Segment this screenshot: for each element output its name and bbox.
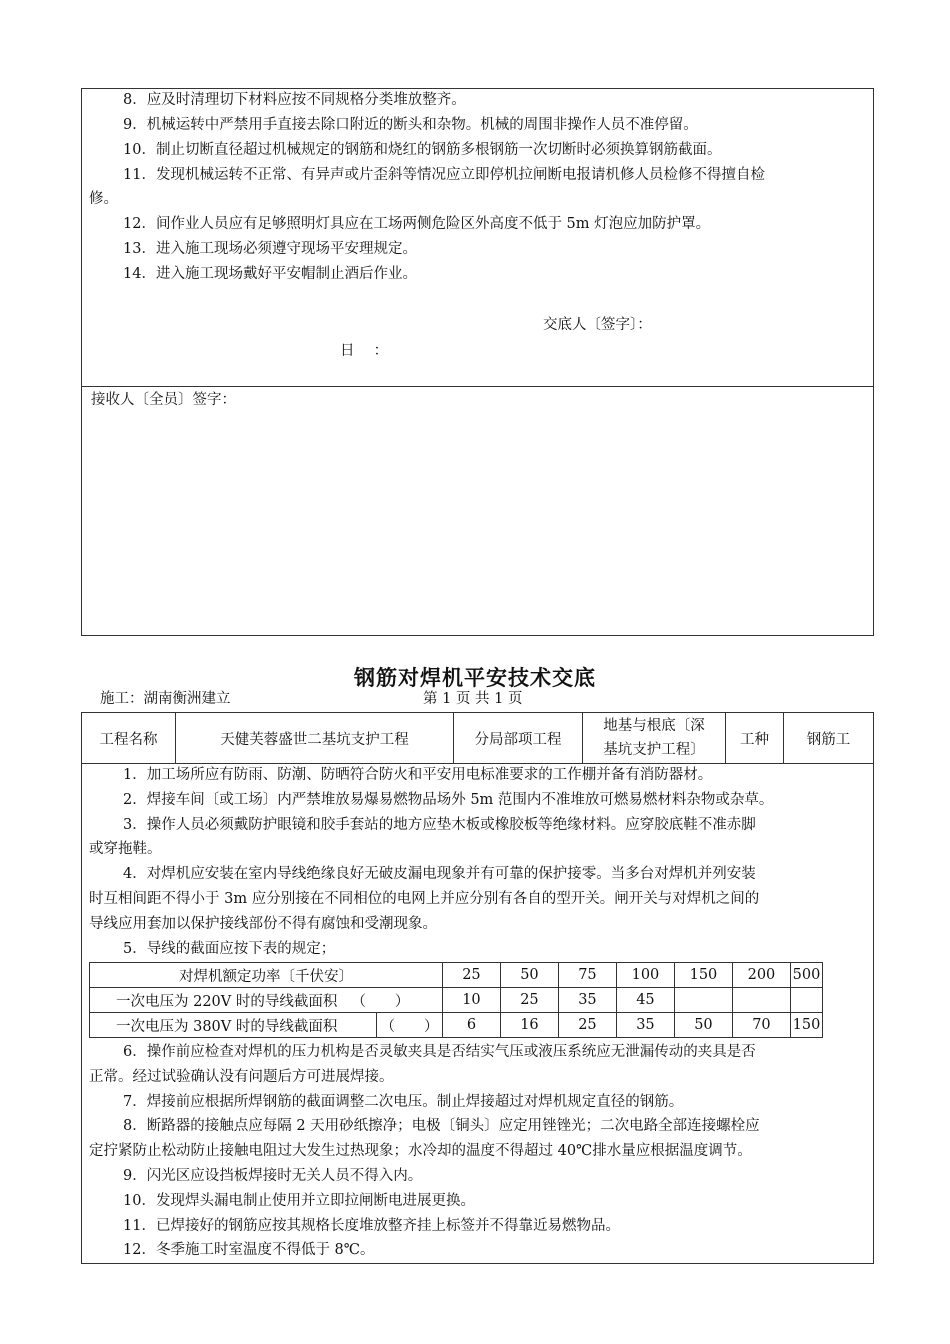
trade-label: 工种 — [726, 713, 784, 764]
area-380-cell: 16 — [500, 1013, 558, 1038]
area-380-cell: 150 — [790, 1013, 822, 1038]
wire-table — [89, 962, 823, 1038]
subproject-value — [583, 713, 726, 764]
power-cell: 75 — [558, 963, 616, 988]
section2-item-3: 3．操作人员必须戴防护眼镜和胶手套站的地方应垫木板或橡胶板等绝缘材料。应穿胶底鞋不准赤脚 — [123, 817, 756, 833]
power-cell: 150 — [674, 963, 732, 988]
section1-item-12: 12．间作业人员应有足够照明灯具应在工场两侧危险区外高度不低于 5m 灯泡应加防护罩。 — [123, 216, 711, 232]
section2-item-11: 11．已焊接好的钢筋应按其规格长度堆放整齐挂上标签并不得靠近易燃物品。 — [123, 1218, 620, 1234]
wire-table-row3-label: 一次电压为 380V 时的导线截面积 — [90, 1013, 377, 1038]
subproject-value-line1: 地基与根底〔深 — [603, 718, 705, 734]
doc-title: 钢筋对焊机平安技术交底 — [354, 665, 596, 690]
signer-label: 交底人〔签字〕： — [543, 317, 652, 333]
section1-item-8: 8．应及时清理切下材料应按不同规格分类堆放整齐。 — [123, 92, 466, 108]
area-220-cell — [674, 988, 732, 1013]
wire-table-row2-label — [90, 988, 443, 1013]
power-cell: 500 — [790, 963, 822, 988]
section2-item-4-cont1: 时互相间距不得小于 3m 应分别接在不同相位的电网上并应分别有各自的型开关。闸开关与对焊机之间的 — [89, 891, 760, 907]
section2-item-9: 9．闪光区应设挡板焊接时无关人员不得入内。 — [123, 1168, 423, 1184]
area-220-cell: 25 — [500, 988, 558, 1013]
section2-item-4-cont2: 导线应用套加以保护接线部份不得有腐蚀和受潮现象。 — [89, 916, 437, 932]
area-220-cell — [732, 988, 790, 1013]
section1-item-9: 9．机械运转中严禁用手直接去除口附近的断头和杂物。机械的周围非操作人员不准停留。 — [123, 117, 698, 133]
company-label: 施工：湖南衡洲建立 — [100, 691, 231, 707]
row3-unit: （ ） — [377, 1013, 443, 1038]
section2-item-2: 2．焊接车间〔或工场〕内严禁堆放易爆易燃物品场外 5m 范围内不准堆放可燃易燃材料杂物或杂草。 — [123, 792, 774, 808]
section2-item-5: 5．导线的截面应按下表的规定； — [123, 941, 336, 957]
area-220-cell: 45 — [616, 988, 674, 1013]
trade-value: 钢筋工 — [784, 713, 874, 764]
area-220-cell: 10 — [442, 988, 500, 1013]
area-380-cell: 6 — [442, 1013, 500, 1038]
header-table — [81, 712, 874, 764]
power-cell: 100 — [616, 963, 674, 988]
project-value: 天健芙蓉盛世二基坑支护工程 — [176, 713, 454, 764]
power-cell: 25 — [442, 963, 500, 988]
area-380-cell: 70 — [732, 1013, 790, 1038]
section2-item-10: 10．发现焊头漏电制止使用并立即拉闸断电进展更换。 — [123, 1193, 475, 1209]
area-380-cell: 25 — [558, 1013, 616, 1038]
date-label: 日 ： — [340, 343, 389, 359]
section2-item-1: 1．加工场所应有防雨、防潮、防晒符合防火和平安用电标准要求的工作棚并备有消防器材。 — [123, 767, 713, 783]
section2-item-3-cont: 或穿拖鞋。 — [89, 841, 162, 857]
section1-item-14: 14．进入施工现场戴好平安帽制止酒后作业。 — [123, 266, 417, 282]
area-220-cell — [790, 988, 822, 1013]
area-220-cell: 35 — [558, 988, 616, 1013]
power-cell: 200 — [732, 963, 790, 988]
wire-table-row1-label: 对焊机额定功率〔千伏安〕 — [90, 963, 443, 988]
row2-unit: （ ） — [351, 993, 410, 1010]
section1-item-13: 13．进入施工现场必须遵守现场平安理规定。 — [123, 241, 417, 257]
area-380-cell: 50 — [674, 1013, 732, 1038]
section1-item-11-cont: 修。 — [89, 191, 118, 207]
section2-item-7: 7．焊接前应根据所焊钢筋的截面调整二次电压。制止焊接超过对焊机规定直径的钢筋。 — [123, 1094, 684, 1110]
area-380-cell: 35 — [616, 1013, 674, 1038]
receiver-label: 接收人〔全员〕签字： — [91, 392, 236, 408]
section1-item-10: 10．制止切断直径超过机械规定的钢筋和烧红的钢筋多根钢筋一次切断时必须换算钢筋截面。 — [123, 142, 722, 158]
power-cell: 50 — [500, 963, 558, 988]
section2-item-8-cont: 定拧紧防止松动防止接触电阻过大发生过热现象；水冷却的温度不得超过 40℃排水量应根据温度调节。 — [89, 1143, 752, 1159]
section2-item-4: 4．对焊机应安装在室内导线绝缘良好无破皮漏电现象并有可靠的保护接零。当多台对焊机并列安装 — [123, 866, 756, 882]
subproject-label: 分局部项工程 — [454, 713, 583, 764]
section2-item-12: 12．冬季施工时室温度不得低于 8℃。 — [123, 1242, 375, 1258]
section2-item-6-cont: 正常。经过试验确认没有问题后方可进展焊接。 — [89, 1069, 394, 1085]
section1-item-11: 11．发现机械运转不正常、有异声或片歪斜等情况应立即停机拉闸断电报请机修人员检修不得擅自检 — [123, 167, 765, 183]
project-label: 工程名称 — [82, 713, 176, 764]
page-indicator: 第 1 页 共 1 页 — [423, 691, 523, 707]
receiver-box — [81, 386, 874, 636]
section2-item-6: 6．操作前应检查对焊机的压力机构是否灵敏夹具是否结实气压或液压系统应无泄漏传动的夹具是否 — [123, 1044, 756, 1060]
subproject-value-line2: 基坑支护工程〕 — [603, 742, 705, 758]
row2-label-text: 一次电压为 220V 时的导线截面积 — [116, 993, 338, 1010]
section2-item-8: 8．断路器的接触点应每隔 2 天用砂纸擦净；电极〔铜头〕应定用锉锉光；二次电路全部连接螺栓应 — [123, 1118, 760, 1134]
